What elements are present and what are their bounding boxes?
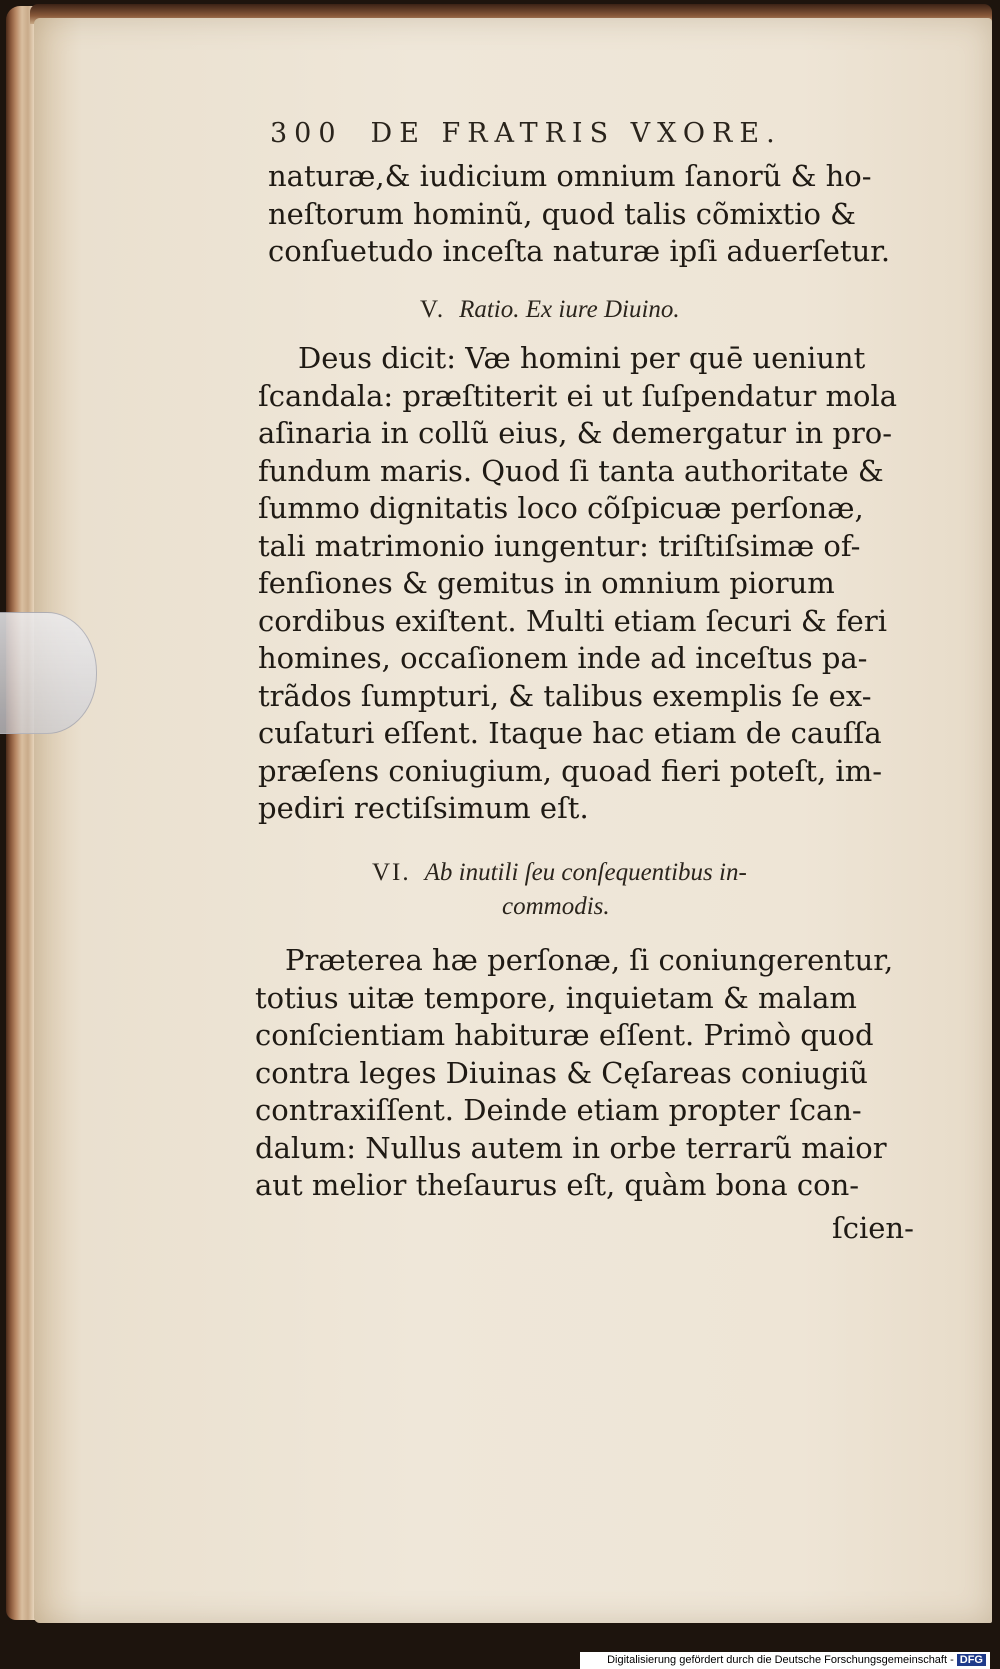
text-line: naturæ,& iudicium omnium ſanorũ & ho- (268, 159, 872, 193)
text-line: tali matrimonio iungentur: triſtiſsimæ of- (258, 528, 861, 563)
text-line: ſummo dignitatis loco cõſpicuæ perſonæ, (258, 491, 864, 525)
text-line: contra leges Diuinas & Cęſareas coniugiũ (255, 1055, 868, 1090)
section-title: Ratio. Ex iure Diuino. (459, 296, 680, 323)
text-line: dalum: Nullus autem in orbe terrarũ maior (255, 1130, 887, 1165)
text-line: conſuetudo inceſta naturæ ipſi aduerſetur. (268, 234, 891, 268)
running-header (270, 118, 830, 152)
text-line: aſinaria in collũ eius, & demergatur in pro- (258, 416, 893, 450)
text-line: fenſiones & gemitus in omnium piorum (258, 566, 835, 600)
text-line: homines, occaſionem inde ad inceſtus pa- (258, 641, 868, 675)
text-line: præſens coniugium, quoad fieri poteſt, im- (258, 753, 883, 788)
section-title-line: commodis. (502, 893, 610, 920)
digitization-footer (580, 1652, 990, 1669)
paragraph-3 (255, 942, 893, 1205)
paragraph-1 (268, 158, 890, 271)
footer-text: Digitalisierung gefördert durch die Deutsche Forschungsgemeinschaft - (607, 1654, 954, 1666)
page-number: 300 (270, 118, 343, 149)
text-line: ſcandala: præſtiterit ei ut ſuſpendatur mola (258, 378, 898, 413)
text-line: contraxiſſent. Deinde etiam propter ſcan- (255, 1093, 862, 1127)
text-line: pediri rectiſsimum eſt. (258, 791, 589, 825)
text-line: aut melior theſaurus eſt, quàm bona con- (255, 1168, 860, 1202)
dfg-logo: DFG (957, 1654, 986, 1666)
catchword: ſcien- (832, 1211, 914, 1245)
section-number: VI. (372, 859, 411, 886)
text-line: neſtorum hominũ, quod talis cõmixtio & (268, 196, 856, 231)
section-heading-6 (372, 856, 747, 924)
text-line: Præterea hæ perſonæ, ſi coniungerentur, (285, 943, 894, 977)
text-line: conſcientiam habituræ eſſent. Primò quod (255, 1018, 874, 1052)
text-line: totius uitæ tempore, inquietam & malam (255, 980, 857, 1015)
text-line: cuſaturi eſſent. Itaque hac etiam de cauſſa (258, 716, 882, 750)
paragraph-2 (258, 340, 897, 828)
section-number: V. (420, 296, 446, 323)
running-title: DE FRATRIS VXORE. (370, 118, 782, 149)
text-line: cordibus exiſtent. Multi etiam ſecuri & feri (258, 603, 887, 638)
plastic-clip (0, 612, 97, 734)
text-line: Deus dicit: Væ homini per quē ueniunt (298, 341, 866, 375)
text-line: fundum maris. Quod ſi tanta authoritate & (258, 453, 884, 488)
section-title-line: Ab inutili ſeu conſequentibus in- (424, 859, 747, 886)
section-heading-5 (420, 296, 680, 324)
text-line: trãdos ſumpturi, & talibus exemplis ſe ex- (258, 678, 872, 713)
